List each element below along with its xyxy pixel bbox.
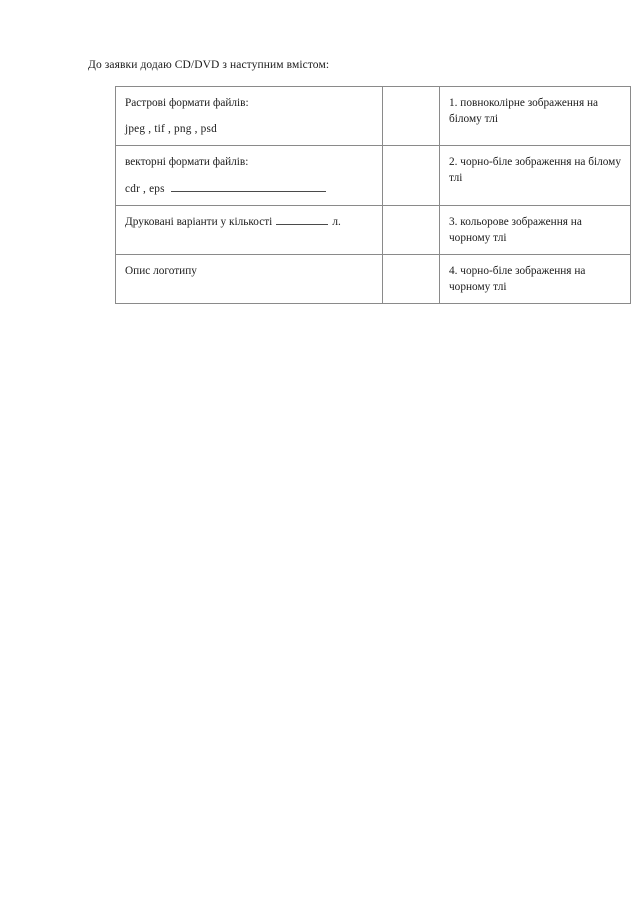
variant-4-cell: 4. чорно-біле зображення на чорному тлі (440, 255, 631, 304)
spacer-cell-4 (383, 255, 440, 304)
variant-1-cell: 1. повноколірне зображення на білому тлі (440, 87, 631, 146)
printed-copies-cell (116, 206, 383, 255)
raster-formats-label: Растрові формати файлів: (125, 97, 249, 109)
vector-formats-blank-line[interactable] (171, 180, 326, 192)
intro-paragraph: До заявки додаю CD/DVD з наступним вмістом: (88, 59, 330, 71)
variant-2-cell: 2. чорно-біле зображення на білому тлі (440, 146, 631, 206)
vector-formats-text: cdr , eps (125, 183, 165, 195)
attachments-table (115, 86, 631, 304)
variant-3-cell: 3. кольорове зображення на чорному тлі (440, 206, 631, 255)
vector-formats-label: векторні формати файлів: (125, 156, 249, 168)
logo-description-cell: Опис логотипу (116, 255, 383, 304)
printed-copies-label: Друковані варіанти у кількості (125, 216, 273, 228)
spacer-cell-1 (383, 87, 440, 146)
raster-formats-cell (116, 87, 383, 146)
raster-formats-list: jpeg , tif , png , psd (125, 123, 217, 135)
vector-formats-list (125, 180, 373, 197)
vector-formats-cell (116, 146, 383, 206)
table-row (116, 146, 631, 206)
spacer-cell-2 (383, 146, 440, 206)
table-row (116, 87, 631, 146)
table-row (116, 206, 631, 255)
table-row (116, 255, 631, 304)
spacer-cell-3 (383, 206, 440, 255)
printed-copies-blank[interactable] (276, 214, 328, 225)
printed-copies-unit: л. (332, 216, 341, 228)
